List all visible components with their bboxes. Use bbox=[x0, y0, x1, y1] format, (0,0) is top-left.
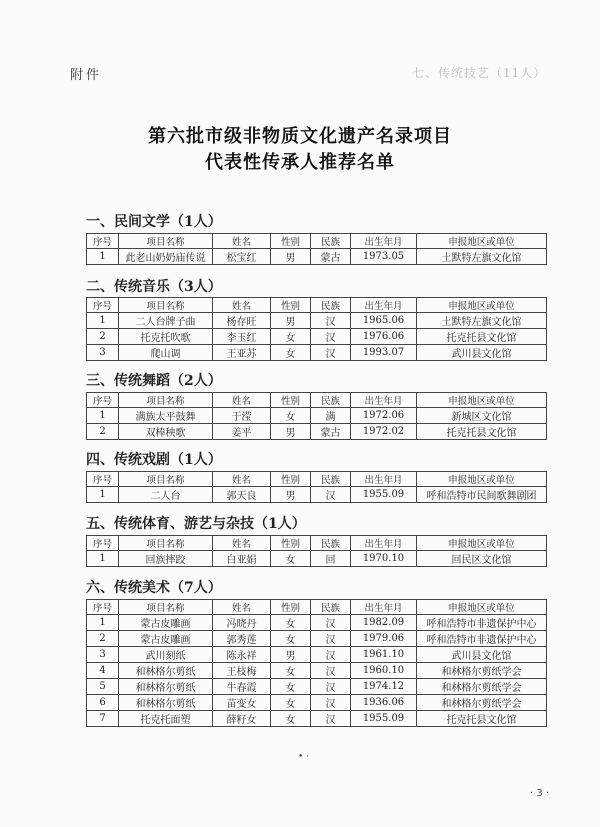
table-row bbox=[87, 408, 547, 424]
cell-ethnicity: 汉 bbox=[311, 487, 351, 503]
col-header-project: 项目名称 bbox=[119, 234, 213, 249]
table-header-row bbox=[87, 393, 547, 408]
cell-project: 满族太平鼓舞 bbox=[119, 408, 213, 424]
cell-gender: 女 bbox=[271, 631, 311, 647]
cell-project: 二人台 bbox=[119, 487, 213, 503]
cell-birth: 1961.10 bbox=[351, 647, 417, 663]
col-header-project: 项目名称 bbox=[119, 472, 213, 487]
cell-unit: 土默特左旗文化馆 bbox=[417, 249, 547, 265]
cell-name: 薛籽女 bbox=[213, 711, 271, 727]
cell-ethnicity: 回 bbox=[311, 551, 351, 567]
table-row bbox=[87, 329, 547, 345]
cell-ethnicity: 汉 bbox=[311, 711, 351, 727]
col-header-unit: 申报地区或单位 bbox=[417, 298, 547, 313]
cell-project: 和林格尔剪纸 bbox=[119, 695, 213, 711]
cell-ethnicity: 蒙古 bbox=[311, 249, 351, 265]
col-header-project: 项目名称 bbox=[119, 298, 213, 313]
section-heading-sports-games-acrobatics: 五、传统体育、游艺与杂技（1人） bbox=[86, 516, 306, 532]
cell-gender: 男 bbox=[271, 487, 311, 503]
cell-unit: 和林格尔剪纸学会 bbox=[417, 695, 547, 711]
cell-gender: 女 bbox=[271, 663, 311, 679]
cell-index: 1 bbox=[87, 551, 119, 567]
cell-unit: 土默特左旗文化馆 bbox=[417, 313, 547, 329]
cell-name: 李玉红 bbox=[213, 329, 271, 345]
cell-ethnicity: 汉 bbox=[311, 329, 351, 345]
cell-name: 郭天良 bbox=[213, 487, 271, 503]
cell-birth: 1974.12 bbox=[351, 679, 417, 695]
cell-birth: 1973.05 bbox=[351, 249, 417, 265]
section-heading-traditional-music: 二、传统音乐（3人） bbox=[86, 279, 222, 295]
col-header-name: 姓名 bbox=[213, 234, 271, 249]
table-header-row bbox=[87, 298, 547, 313]
table-header-row bbox=[87, 600, 547, 615]
cell-index: 3 bbox=[87, 647, 119, 663]
table-traditional-opera bbox=[86, 471, 547, 503]
col-header-unit: 申报地区或单位 bbox=[417, 536, 547, 551]
col-header-project: 项目名称 bbox=[119, 600, 213, 615]
table-header-row bbox=[87, 536, 547, 551]
table-row bbox=[87, 249, 547, 265]
cell-project: 托克托面塑 bbox=[119, 711, 213, 727]
cell-name: 苗变女 bbox=[213, 695, 271, 711]
cell-gender: 女 bbox=[271, 329, 311, 345]
table-row bbox=[87, 695, 547, 711]
section-heading-traditional-art: 六、传统美术（7人） bbox=[86, 580, 222, 596]
col-header-index: 序号 bbox=[87, 600, 119, 615]
cell-ethnicity: 汉 bbox=[311, 313, 351, 329]
cell-index: 1 bbox=[87, 249, 119, 265]
col-header-birth: 出生年月 bbox=[351, 393, 417, 408]
cell-index: 2 bbox=[87, 631, 119, 647]
table-header-row bbox=[87, 472, 547, 487]
col-header-unit: 申报地区或单位 bbox=[417, 234, 547, 249]
col-header-gender: 性别 bbox=[271, 536, 311, 551]
col-header-birth: 出生年月 bbox=[351, 472, 417, 487]
cell-gender: 男 bbox=[271, 424, 311, 440]
col-header-ethnicity: 民族 bbox=[311, 298, 351, 313]
section-heading-traditional-opera: 四、传统戏剧（1人） bbox=[86, 452, 222, 468]
col-header-birth: 出生年月 bbox=[351, 298, 417, 313]
cell-gender: 女 bbox=[271, 408, 311, 424]
cell-name: 姜平 bbox=[213, 424, 271, 440]
cell-unit: 武川县文化馆 bbox=[417, 647, 547, 663]
cell-unit: 新城区文化馆 bbox=[417, 408, 547, 424]
cell-gender: 男 bbox=[271, 249, 311, 265]
cell-ethnicity: 满 bbox=[311, 408, 351, 424]
col-header-index: 序号 bbox=[87, 234, 119, 249]
cell-name: 白亚娟 bbox=[213, 551, 271, 567]
col-header-gender: 性别 bbox=[271, 472, 311, 487]
table-traditional-dance bbox=[86, 392, 547, 440]
cell-gender: 女 bbox=[271, 615, 311, 631]
col-header-gender: 性别 bbox=[271, 298, 311, 313]
cell-ethnicity: 汉 bbox=[311, 695, 351, 711]
cell-ethnicity: 汉 bbox=[311, 663, 351, 679]
cell-name: 于滢 bbox=[213, 408, 271, 424]
cell-birth: 1960.10 bbox=[351, 663, 417, 679]
col-header-unit: 申报地区或单位 bbox=[417, 472, 547, 487]
col-header-project: 项目名称 bbox=[119, 393, 213, 408]
table-header-row bbox=[87, 234, 547, 249]
cell-index: 7 bbox=[87, 711, 119, 727]
cell-unit: 呼和浩特市民间歌舞剧团 bbox=[417, 487, 547, 503]
cell-name: 陈永祥 bbox=[213, 647, 271, 663]
table-traditional-music bbox=[86, 297, 547, 361]
cell-index: 5 bbox=[87, 679, 119, 695]
cell-unit: 武川县文化馆 bbox=[417, 345, 547, 361]
cell-birth: 1976.06 bbox=[351, 329, 417, 345]
section-heading-folk-literature: 一、民间文学（1人） bbox=[86, 214, 222, 230]
scan-speck: • ‧ bbox=[298, 752, 310, 762]
cell-project: 双棒秧歌 bbox=[119, 424, 213, 440]
col-header-index: 序号 bbox=[87, 393, 119, 408]
table-row bbox=[87, 711, 547, 727]
cell-name: 牛春霞 bbox=[213, 679, 271, 695]
cell-ethnicity: 汉 bbox=[311, 615, 351, 631]
cell-ethnicity: 蒙古 bbox=[311, 424, 351, 440]
col-header-ethnicity: 民族 bbox=[311, 393, 351, 408]
cell-index: 1 bbox=[87, 408, 119, 424]
attachment-label: 附件 bbox=[70, 68, 103, 83]
cell-unit: 和林格尔剪纸学会 bbox=[417, 663, 547, 679]
cell-unit: 呼和浩特市非遗保护中心 bbox=[417, 615, 547, 631]
page-number: · 3 · bbox=[530, 788, 550, 799]
cell-gender: 男 bbox=[271, 647, 311, 663]
cell-unit: 托克托县文化馆 bbox=[417, 329, 547, 345]
cell-name: 郭秀莲 bbox=[213, 631, 271, 647]
cell-gender: 女 bbox=[271, 679, 311, 695]
cell-index: 1 bbox=[87, 313, 119, 329]
table-traditional-art bbox=[86, 599, 547, 727]
col-header-gender: 性别 bbox=[271, 393, 311, 408]
cell-gender: 女 bbox=[271, 345, 311, 361]
cell-name: 冯晓丹 bbox=[213, 615, 271, 631]
cell-index: 1 bbox=[87, 487, 119, 503]
table-row bbox=[87, 663, 547, 679]
cell-birth: 1970.10 bbox=[351, 551, 417, 567]
cell-name: 杨存旺 bbox=[213, 313, 271, 329]
col-header-gender: 性别 bbox=[271, 600, 311, 615]
cell-birth: 1972.06 bbox=[351, 408, 417, 424]
cell-birth: 1955.09 bbox=[351, 711, 417, 727]
col-header-name: 姓名 bbox=[213, 536, 271, 551]
table-row bbox=[87, 647, 547, 663]
table-row bbox=[87, 679, 547, 695]
cell-name: 松宝红 bbox=[213, 249, 271, 265]
col-header-ethnicity: 民族 bbox=[311, 536, 351, 551]
cell-birth: 1979.06 bbox=[351, 631, 417, 647]
col-header-birth: 出生年月 bbox=[351, 234, 417, 249]
cell-gender: 男 bbox=[271, 313, 311, 329]
table-sports-games-acrobatics bbox=[86, 535, 547, 567]
col-header-ethnicity: 民族 bbox=[311, 600, 351, 615]
cell-gender: 女 bbox=[271, 695, 311, 711]
col-header-project: 项目名称 bbox=[119, 536, 213, 551]
col-header-ethnicity: 民族 bbox=[311, 472, 351, 487]
cell-unit: 托克托县文化馆 bbox=[417, 424, 547, 440]
table-row bbox=[87, 424, 547, 440]
document-title-line2: 代表性传承人推荐名单 bbox=[205, 152, 395, 173]
cell-index: 2 bbox=[87, 424, 119, 440]
cell-project: 和林格尔剪纸 bbox=[119, 679, 213, 695]
cell-name: 王亚苏 bbox=[213, 345, 271, 361]
cell-ethnicity: 汉 bbox=[311, 345, 351, 361]
col-header-name: 姓名 bbox=[213, 393, 271, 408]
col-header-name: 姓名 bbox=[213, 600, 271, 615]
cell-birth: 1972.02 bbox=[351, 424, 417, 440]
cell-project: 蒙古皮雕画 bbox=[119, 631, 213, 647]
cell-name: 王枝梅 bbox=[213, 663, 271, 679]
cell-ethnicity: 汉 bbox=[311, 679, 351, 695]
table-row bbox=[87, 615, 547, 631]
cell-index: 2 bbox=[87, 329, 119, 345]
col-header-unit: 申报地区或单位 bbox=[417, 600, 547, 615]
cell-project: 二人台牌子曲 bbox=[119, 313, 213, 329]
cell-birth: 1965.06 bbox=[351, 313, 417, 329]
cell-project: 和林格尔剪纸 bbox=[119, 663, 213, 679]
cell-index: 3 bbox=[87, 345, 119, 361]
cell-project: 回族摔跤 bbox=[119, 551, 213, 567]
cell-project: 蒙古皮雕画 bbox=[119, 615, 213, 631]
col-header-gender: 性别 bbox=[271, 234, 311, 249]
cell-gender: 女 bbox=[271, 711, 311, 727]
table-row bbox=[87, 487, 547, 503]
col-header-name: 姓名 bbox=[213, 298, 271, 313]
cell-ethnicity: 汉 bbox=[311, 631, 351, 647]
cell-unit: 托克托县文化馆 bbox=[417, 711, 547, 727]
cell-ethnicity: 汉 bbox=[311, 647, 351, 663]
cell-project: 爬山调 bbox=[119, 345, 213, 361]
cell-index: 1 bbox=[87, 615, 119, 631]
cell-birth: 1993.07 bbox=[351, 345, 417, 361]
table-row bbox=[87, 313, 547, 329]
cell-index: 4 bbox=[87, 663, 119, 679]
cell-unit: 和林格尔剪纸学会 bbox=[417, 679, 547, 695]
table-row bbox=[87, 345, 547, 361]
section-heading-traditional-dance: 三、传统舞蹈（2人） bbox=[86, 373, 222, 389]
col-header-index: 序号 bbox=[87, 536, 119, 551]
col-header-name: 姓名 bbox=[213, 472, 271, 487]
cell-unit: 回民区文化馆 bbox=[417, 551, 547, 567]
cell-project: 此老山奶奶庙传说 bbox=[119, 249, 213, 265]
document-title-line1: 第六批市级非物质文化遗产名录项目 bbox=[148, 126, 452, 147]
col-header-unit: 申报地区或单位 bbox=[417, 393, 547, 408]
col-header-index: 序号 bbox=[87, 298, 119, 313]
bleed-through-text: 七、传统技艺（11人） bbox=[412, 66, 547, 80]
col-header-birth: 出生年月 bbox=[351, 600, 417, 615]
cell-gender: 女 bbox=[271, 551, 311, 567]
table-folk-literature bbox=[86, 233, 547, 265]
table-row bbox=[87, 631, 547, 647]
cell-project: 托克托吹歌 bbox=[119, 329, 213, 345]
cell-birth: 1955.09 bbox=[351, 487, 417, 503]
col-header-birth: 出生年月 bbox=[351, 536, 417, 551]
cell-birth: 1936.06 bbox=[351, 695, 417, 711]
cell-birth: 1982.09 bbox=[351, 615, 417, 631]
cell-unit: 呼和浩特市非遗保护中心 bbox=[417, 631, 547, 647]
cell-index: 6 bbox=[87, 695, 119, 711]
col-header-ethnicity: 民族 bbox=[311, 234, 351, 249]
cell-project: 武川刻纸 bbox=[119, 647, 213, 663]
table-row bbox=[87, 551, 547, 567]
col-header-index: 序号 bbox=[87, 472, 119, 487]
